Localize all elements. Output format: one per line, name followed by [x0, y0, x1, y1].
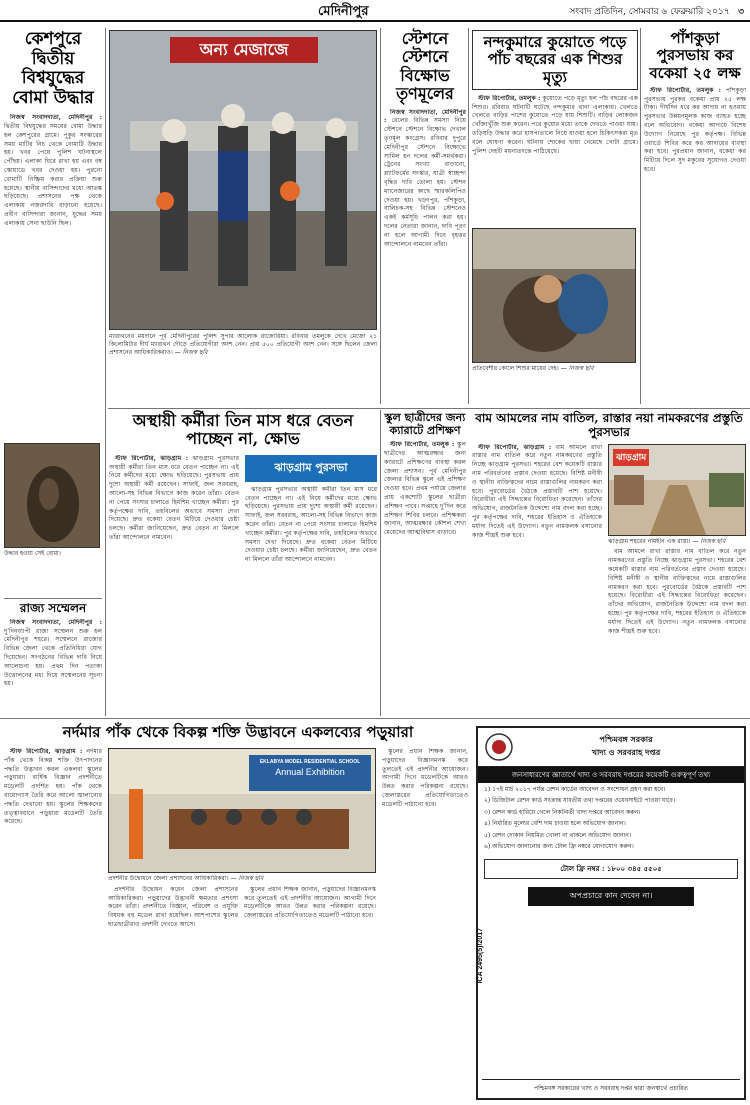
column-rule	[468, 28, 469, 404]
bomb-photo	[4, 443, 100, 548]
street-photo	[608, 444, 746, 536]
ad-item: ৩) রেশন কার্ড হারিয়ে গেলে নিকটবর্তী খাদ্য দপ্তরে আবেদন করুন।	[484, 808, 641, 816]
story-school	[384, 412, 466, 681]
street-photo-label: ঝাড়গ্রাম	[613, 449, 649, 466]
ad-dept: খাদ্য ও সরবরাহ দপ্তর	[591, 747, 661, 757]
ad-title: জনসাধারণের জ্ঞাতার্থে খাদ্য ও সরবরাহ দপ্তরের কয়েকটি গুরুত্বপূর্ণ তথ্য	[478, 767, 744, 783]
row-rule	[108, 408, 750, 409]
mood-banner: অন্য মেজাজে	[170, 37, 318, 63]
nandakumar-headline: নন্দকুমারে কুয়োতে পড়ে পাঁচ বছরের এক শিশুর মৃত্যু	[483, 33, 627, 86]
column-rule	[380, 28, 381, 404]
bomb-photo-caption: উদ্ধার হওয়া সেই বোমা।	[4, 550, 61, 558]
story-marathon	[109, 30, 377, 381]
gurdwara-headline: নর্দমার পাঁক থেকে বিকল্প শক্তি উদ্ভাবনে একলব্যের পড়ুয়ারা	[62, 723, 414, 741]
food-dept-ad	[476, 726, 746, 1100]
story-station	[384, 30, 466, 344]
ad-item: ২) ডিজিটাল রেশন কার্ড সংক্রান্ত যাবতীয় তথ্য দপ্তরের ওয়েবসাইটে পাওয়া যাবে।	[484, 797, 675, 805]
sammelan-body: নিজস্ব সংবাদদাতা, মেদিনীপুর : দু'দিনব্যাপী রাজ্য সম্মেলন শুরু হল মেদিনীপুর শহরে। সম্মেলনে রাজ্যের বিভিন্ন জেলা থেকে প্রতিনিধিরা যোগ দিয়েছেন। সংগঠনের বিভিন্ন দাবি নিয়ে আলোচনা হয়। প্রথম দিন পতাকা উত্তোলনের মধ্য দিয়ে সম্মেলনের সূচনা হয়।	[4, 618, 102, 688]
gurdwara-col-4	[382, 748, 468, 1098]
panskura-headline: পাঁশকুড়া পুরসভায় কর বকেয়া ২৫ লক্ষ	[649, 29, 741, 82]
govt-emblem-icon	[484, 732, 514, 762]
story-keshpur	[4, 30, 102, 558]
salary-body-cont: ঝাড়গ্রাম পুরসভার অস্থায়ী কর্মীরা তিন মাস ধরে বেতন পাচ্ছেন না। এই নিয়ে কর্মীদের মধ্যে ক্ষোভ ছড়িয়েছে। পুরসভায় প্রায় দুশো অস্থায়ী কর্মী রয়েছেন। সাফাই, জল সরবরাহ, আলো-সহ বিভিন্ন বিভাগে কাজ করেন তাঁরা। বেতন না পেয়ে সংসার চালাতে হিমশিম খাচ্ছেন কর্মীরা। পুর কর্তৃপক্ষের দাবি, তহবিলের অভাবে সমস্যা দেখা দিয়েছে। দ্রুত বকেয়া বেতন মিটিয়ে দেওয়ার চেষ্টা চলছে। কর্মীরা জানিয়েছেন, দ্রুত বেতন না মিললে তাঁরা আন্দোলনে নামবেন।	[245, 485, 377, 564]
sammelan-headline: রাজ্য সম্মেলন	[4, 598, 102, 616]
masthead	[0, 0, 750, 22]
column-rule	[105, 28, 106, 716]
gurdwara-body-left: স্টাফ রিপোর্টার, ঝাড়গ্রাম : নর্দমার পাঁক থেকে বিকল্প শক্তি উৎপাদনের পদ্ধতি উদ্ভাবন করল একলব্য স্কুলের পড়ুয়ারা। বার্ষিক বিজ্ঞান প্রদর্শনীতে মডেলটি প্রদর্শিত হয়। পাঁক থেকে বায়োগ্যাস তৈরি করে আলো জ্বালানোর পদ্ধতি দেখানো হয়। স্কুলের শিক্ষকদের তত্ত্বাবধানে পড়ুয়ারা মডেলটি তৈরি করেছে।	[4, 748, 102, 826]
school-body: স্টাফ রিপোর্টার, তমলুক : স্কুল ছাত্রীদের আত্মরক্ষার জন্য ক্যারাটে প্রশিক্ষণের ব্যবস্থা করল জেলা প্রশাসন। পূর্ব মেদিনীপুর জেলার বিভিন্ন স্কুলে এই প্রশিক্ষণ দেওয়া হবে। প্রথম পর্যায়ে জেলার প্রায় একশোটি স্কুলের ছাত্রীরা প্রশিক্ষণ পাবে। সপ্তাহে দু'দিন করে প্রশিক্ষণ শিবির চলবে। প্রশিক্ষকরা জানান, আত্মরক্ষার কৌশল শেখা মেয়েদের আত্মবিশ্বাস বাড়াবে।	[384, 441, 466, 537]
bomb-image	[5, 444, 100, 548]
ad-govt: পশ্চিমবঙ্গ সরকার	[599, 734, 653, 744]
column-rule	[640, 28, 641, 404]
ad-item: ৬) অভিযোগ জানানোর জন্য টোল ফ্রি নম্বরে যোগাযোগ করুন।	[484, 842, 634, 850]
gurdwara-body-4: স্কুলের প্রধান শিক্ষক জানান, পড়ুয়াদের বিজ্ঞানমনস্ক করে তুলতেই এই প্রদর্শনীর আয়োজন। আগামী দিনে মডেলটিকে আরও উন্নত করার পরিকল্পনা রয়েছে। জেলাস্তরের প্রতিযোগিতাতেও মডেলটি পাঠানো হবে।	[382, 748, 468, 808]
nandakumar-body: স্টাফ রিপোর্টার, তমলুক : কুয়োতে পড়ে মৃত্যু হল পাঁচ বছরের এক শিশুর। রবিবার ঘটনাটি ঘটেছে নন্দকুমার থানা এলাকায়। খেলতে খেলতে বাড়ির পাশের কুয়োতে পড়ে যায় শিশুটি। বাড়ির লোকজন খোঁজাখুঁজি শুরু করেন। পরে কুয়োর মধ্যে তাকে দেখতে পাওয়া যায়। তড়িঘড়ি উদ্ধার করে হাসপাতালে নিয়ে যাওয়া হলে চিকিৎসকরা মৃত বলে ঘোষণা করেন। ঘটনায় শোকের ছায়া নেমেছে গোটা গ্রামে। পুলিশ দেহটি ময়নাতদন্তে পাঠিয়েছে।	[472, 94, 638, 155]
row-rule	[0, 718, 750, 719]
left-body-cont: বাম আমলে রাখা রাস্তার নাম বাতিল করে নতুন নামকরণের প্রস্তুতি নিচ্ছে ঝাড়গ্রাম পুরসভা। শহরের বেশ কয়েকটি রাস্তার নাম পরিবর্তনের প্রস্তাব দেওয়া হয়েছে। বিশিষ্ট মনীষী ও স্থানীয় ব্যক্তিত্বদের নামে রাস্তাগুলির নামকরণ করা হবে। পুরবোর্ডের বৈঠকে প্রস্তাবটি পাশ হয়েছে। বিরোধীরা এই সিদ্ধান্তের বিরোধিতা করেছেন। তাঁদের অভিযোগ, রাজনৈতিক উদ্দেশ্যে নাম বদল করা হচ্ছে। পুর কর্তৃপক্ষের দাবি, শহরের ইতিহাস ও ঐতিহ্যকে মর্যাদা দিতেই এই উদ্যোগ। নতুন নামফলক বসানোর কাজ শীঘ্রই শুরু হবে।	[608, 548, 746, 635]
ad-item: ১) ১৭ই মার্চ ২০১৭ পর্যন্ত রেশন কার্ডের আবেদন ও সংশোধন গ্রহণ করা হবে।	[484, 786, 666, 793]
salary-headline: অস্থায়ী কর্মীরা তিন মাস ধরে বেতন পাচ্ছেন না, ক্ষোভ	[132, 411, 354, 449]
street-photo-caption: ঝাড়গ্রাম শহরের নামহীন এক রাস্তা। — নিজস্ব ছবি	[608, 537, 726, 545]
ad-item: ৫) রেশন দোকান নিয়মিত খোলা না থাকলে অভিযোগ জানান।	[484, 831, 632, 839]
station-headline: স্টেশনে স্টেশনে বিক্ষোভ তৃণমূলের	[396, 29, 454, 104]
masthead-date: সংবাদ প্রতিদিন, সোমবার ৬ ফেব্রুয়ারি ২০১৭ ৩	[569, 7, 744, 17]
salary-sub-banner: ঝাড়গ্রাম পুরসভা	[245, 455, 377, 482]
ad-toll-free: টোল ফ্রি নম্বর : ১৮০০ ৩৪৫ ৫৫০৫	[484, 859, 738, 879]
ad-code: ICA 2495(5)/2017	[477, 928, 484, 984]
left-body: স্টাফ রিপোর্টার, ঝাড়গ্রাম : বাম আমলে রাখা রাস্তার নাম বাতিল করে নতুন নামকরণের প্রস্তুতি নিচ্ছে ঝাড়গ্রাম পুরসভা। শহরের বেশ কয়েকটি রাস্তার নাম পরিবর্তনের প্রস্তাব দেওয়া হয়েছে। বিশিষ্ট মনীষী ও স্থানীয় ব্যক্তিত্বদের নামে রাস্তাগুলির নামকরণ করা হবে। পুরবোর্ডের বৈঠকে প্রস্তাবটি পাশ হয়েছে। বিরোধীরা এই সিদ্ধান্তের বিরোধিতা করেছেন। তাঁদের অভিযোগ, রাজনৈতিক উদ্দেশ্যে নাম বদল করা হচ্ছে। পুর কর্তৃপক্ষের দাবি, শহরের ইতিহাস ও ঐতিহ্যকে মর্যাদা দিতেই এই উদ্যোগ। নতুন নামফলক বসানোর কাজ শীঘ্রই শুরু হবে।	[472, 443, 602, 539]
panskura-body: স্টাফ রিপোর্টার, তমলুক : পাঁশকুড়া পুরসভায় পুরকর বকেয়া প্রায় ২৫ লক্ষ টাকা। দীর্ঘদিন ধরে কর আদায় না হওয়ায় পুরসভার উন্নয়নমূলক কাজ ব্যাহত হচ্ছে বলে অভিযোগ। বকেয়া আদায়ে বিশেষ উদ্যোগ নিয়েছে পুর কর্তৃপক্ষ। বিভিন্ন ওয়ার্ডে শিবির করে কর আদায়ের ব্যবস্থা করা হবে। পুরপ্রধান জানান, বকেয়া কর মিটিয়ে দিলে সুদ মকুবের সুযোগও দেওয়া হবে।	[644, 86, 746, 173]
ad-items	[478, 786, 744, 851]
column-rule	[380, 410, 381, 716]
left-headline: বাম আমলের নাম বাতিল, রাস্তার নয়া নামকরণের প্রস্তুতি পুরসভার	[475, 411, 743, 439]
story-panskura	[644, 30, 746, 345]
gurdwara-body-right: স্কুলের প্রধান শিক্ষক জানান, পড়ুয়াদের বিজ্ঞানমনস্ক করে তুলতেই এই প্রদর্শনীর আয়োজন। আগামী দিনে মডেলটিকে আরও উন্নত করার পরিকল্পনা রয়েছে। জেলাস্তরের প্রতিযোগিতাতেও মডেলটি পাঠানো হবে।	[244, 885, 376, 920]
nandakumar-photo-caption: প্রতিবেশীর কোলে শিশুর মায়ের দেহ। — নিজস্ব ছবি	[472, 364, 594, 372]
gurdwara-body-mid: প্রদর্শনীর উদ্বোধন করেন জেলা প্রশাসনের আধিকারিকরা। পড়ুয়াদের উদ্ভাবনী ক্ষমতার প্রশংসা করেন তাঁরা। প্রদর্শনীতে বিজ্ঞান, পরিবেশ ও প্রযুক্তি বিষয়ক বহু মডেল রাখা হয়েছিল। আশপাশের স্কুলের ছাত্রছাত্রীরাও প্রদর্শনী দেখতে আসে।	[108, 885, 238, 928]
ad-slogan: অপপ্রচারে কান দেবেন না।	[528, 887, 694, 906]
keshpur-headline: কেশপুরে দ্বিতীয় বিশ্বযুদ্ধের বোমা উদ্ধার	[12, 29, 94, 108]
story-left	[472, 412, 746, 709]
salary-body: স্টাফ রিপোর্টার, ঝাড়গ্রাম : ঝাড়গ্রাম পুরসভার অস্থায়ী কর্মীরা তিন মাস ধরে বেতন পাচ্ছেন না। এই নিয়ে কর্মীদের মধ্যে ক্ষোভ ছড়িয়েছে। পুরসভায় প্রায় দুশো অস্থায়ী কর্মী রয়েছেন। সাফাই, জল সরবরাহ, আলো-সহ বিভিন্ন বিভাগে কাজ করেন তাঁরা। বেতন না পেয়ে সংসার চালাতে হিমশিম খাচ্ছেন কর্মীরা। পুর কর্তৃপক্ষের দাবি, তহবিলের অভাবে সমস্যা দেখা দিয়েছে। দ্রুত বকেয়া বেতন মিটিয়ে দেওয়ার চেষ্টা চলছে। কর্মীরা জানিয়েছেন, দ্রুত বেতন না মিললে তাঁরা আন্দোলনে নামবেন।	[109, 454, 239, 541]
nandakumar-image	[473, 229, 636, 363]
story-gurdwara	[4, 724, 472, 741]
station-body: নিজস্ব সংবাদদাতা, মেদিনীপুর : রেলের বিভিন্ন সমস্যা নিয়ে স্টেশনে স্টেশনে বিক্ষোভ দেখাল তৃণমূল কংগ্রেস। রবিবার দুপুরে মেদিনীপুর স্টেশনে বিক্ষোভে সামিল হন দলের কর্মী-সমর্থকরা। ট্রেনের সংখ্যা বাড়ানো, প্ল্যাটফর্মের সংস্কার, যাত্রী স্বাচ্ছন্দ্য বৃদ্ধির দাবি তোলা হয়। স্টেশন ম্যানেজারের কাছে স্মারকলিপিও দেওয়া হয়। খড়্গপুর, পাঁশকুড়া, বালিচক-সহ বিভিন্ন স্টেশনেও একই কর্মসূচি পালন করা হয়। দলের নেতারা জানান, দাবি পূরণ না হলে আগামী দিনে বৃহত্তর আন্দোলনে নামবেন তাঁরা।	[384, 108, 466, 248]
marathon-photo	[109, 30, 377, 330]
gurdwara-photo-block	[108, 748, 376, 1096]
marathon-image	[110, 31, 377, 330]
nandakumar-photo	[472, 228, 636, 363]
gurdwara-col-1	[4, 748, 102, 1098]
story-nandakumar	[472, 30, 638, 373]
keshpur-body: নিজস্ব সংবাদদাতা, মেদিনীপুর : দ্বিতীয় বিশ্বযুদ্ধের সময়ের বোমা উদ্ধার হল কেশপুরের গ্রামে। পুকুর সংস্কারের সময় মাটির নিচ থেকে বোমাটি উদ্ধার হয়। খবর পেয়ে পুলিশ ঘটনাস্থলে পৌঁছয়। এলাকা ঘিরে রাখা হয় এবং বম্ব স্কোয়াডে খবর দেওয়া হয়। পুরনো বোমাটি নিষ্ক্রিয় করার প্রক্রিয়া শুরু হয়েছে। স্থানীয় বাসিন্দাদের মধ্যে আতঙ্ক ছড়িয়েছে। প্রশাসনের পক্ষ থেকে এলাকায় নজরদারি বাড়ানো হয়েছে। প্রবীণ বাসিন্দারা জানান, যুদ্ধের সময় এলাকায় সেনা ছাউনি ছিল।	[4, 114, 102, 227]
ad-footer: পশ্চিমবঙ্গ সরকারের খাদ্য ও সরবরাহ দপ্তর দ্বারা জনস্বার্থে প্রচারিত	[482, 1079, 740, 1094]
ad-item: ৪) নির্ধারিত মূল্যের বেশি দাম চাওয়া হলে অভিযোগ জানান।	[484, 820, 626, 828]
exhibition-photo	[108, 748, 376, 873]
masthead-title: মেদিনীপুর	[318, 4, 369, 19]
exhibition-caption: প্রদর্শনীর উদ্বোধনে জেলা প্রশাসনের আধিকারিকরা। — নিজস্ব ছবি	[108, 875, 264, 882]
school-headline: স্কুল ছাত্রীদের জন্য ক্যারাটে প্রশিক্ষণ	[384, 411, 466, 437]
exhibition-banner: EKLABYA MODEL RESIDENTIAL SCHOOL Annual Exhibition	[249, 755, 371, 791]
story-sammelan	[4, 598, 102, 719]
marathon-caption: ম্যারাথনের ময়দানে পূর্ব মেদিনীপুরের পুলিশ সুপার আলোক রাজোরিয়া। রবিবার তমলুকে দেখে মেজো ২১ কিলোমিটার দীর্ঘ ম্যারাথন দৌড়ে প্রতিযোগীরা অংশ নেন। প্রায় ৫০০ প্রতিযোগী অংশ নেন। সঙ্গে ছিলেন জেলা প্রশাসনের আধিকারিকরাও। — নিজস্ব ছবি	[109, 333, 377, 356]
story-salary	[109, 412, 377, 706]
